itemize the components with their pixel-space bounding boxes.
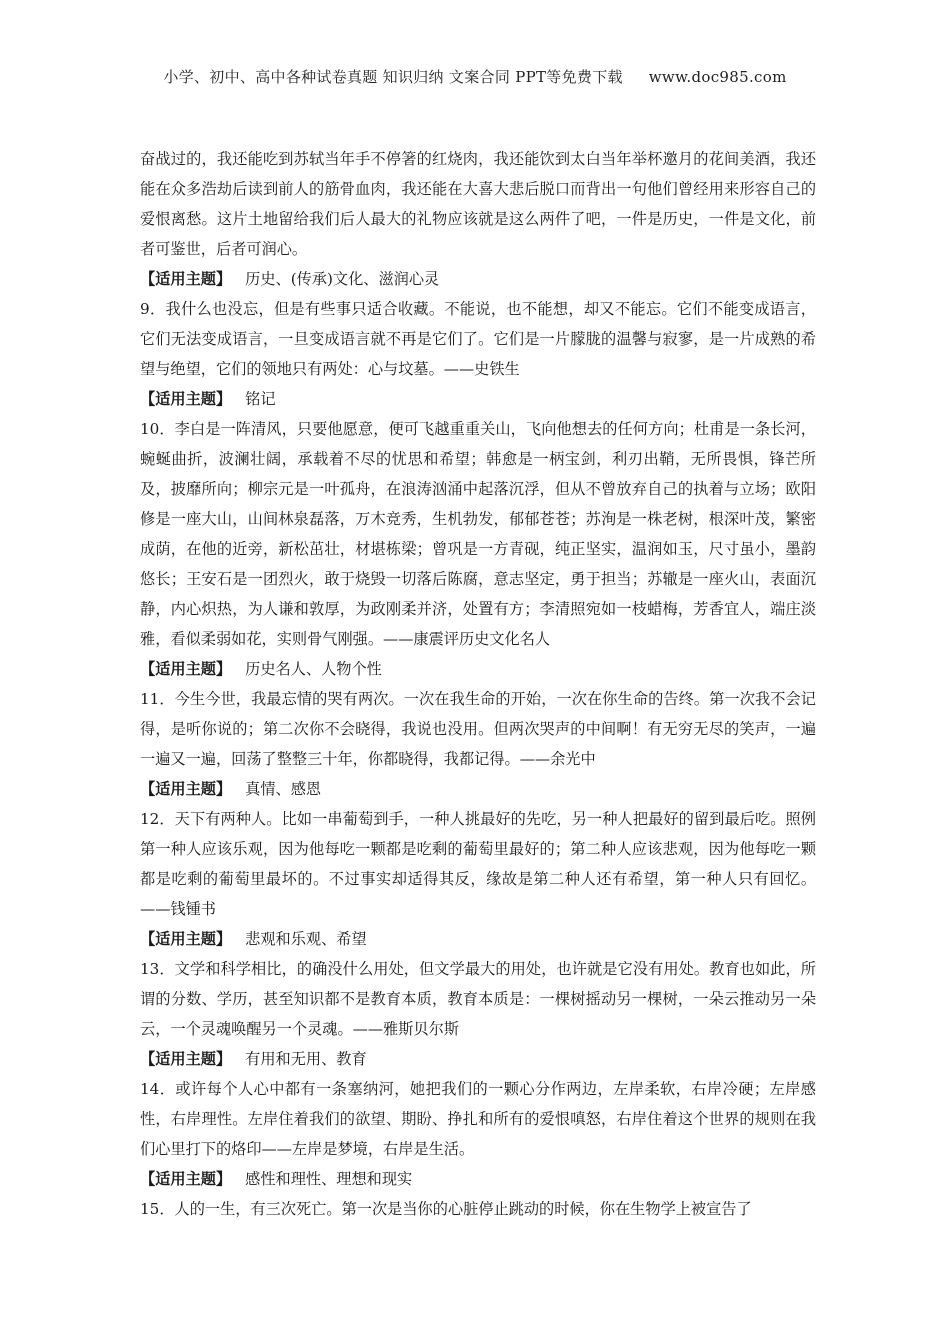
theme-label: 【适用主题】 [140,390,232,408]
paragraph-14: 14．或许每个人心中都有一条塞纳河，她把我们的一颗心分作两边，左岸柔软，右岸冷硬；左岸感性，右岸理性。左岸住着我们的欲望、期盼、挣扎和所有的爱恨嗔怒，右岸住着这个世界的规则在我们心里打下的烙印——左岸是梦境，右岸是生活。 [140,1080,816,1158]
theme-value: 感性和理性、理想和现实 [245,1170,413,1188]
theme-value: 历史名人、人物个性 [245,660,382,678]
theme-line-12 [140,924,816,954]
theme-label: 【适用主题】 [140,930,232,948]
paragraph-15: 15．人的一生，有三次死亡。第一次是当你的心脏停止跳动的时候，你在生物学上被宣告了 [140,1200,752,1218]
paragraph-8-continued: 奋战过的，我还能吃到苏轼当年手不停箸的红烧肉，我还能饮到太白当年举杯邀月的花间美酒，我还能在众多浩劫后读到前人的筋骨血肉，我还能在大喜大悲后脱口而背出一句他们曾经用来形容自己的爱恨离愁。这片土地留给我们后人最大的礼物应该就是这么两件了吧，一件是历史，一件是文化，前者可鉴世，后者可润心。 [140,150,816,258]
theme-line-13 [140,1044,816,1074]
header-url[interactable]: www.doc985.com [648,68,787,86]
theme-line-8 [140,264,816,294]
theme-label: 【适用主题】 [140,270,232,288]
theme-value: 历史、(传承)文化、滋润心灵 [245,270,440,288]
paragraph-12: 12．天下有两种人。比如一串葡萄到手，一种人挑最好的先吃，另一种人把最好的留到最后吃。照例第一种人应该乐观，因为他每吃一颗都是吃剩的葡萄里最好的；第二种人应该悲观，因为他每吃一颗都是吃剩的葡萄里最坏的。不过事实却适得其反，缘故是第二种人还有希望，第一种人只有回忆。——钱锺书 [140,810,816,918]
theme-label: 【适用主题】 [140,1050,232,1068]
paragraph-13: 13．文学和科学相比，的确没什么用处，但文学最大的用处，也许就是它没有用处。教育也如此，所谓的分数、学历，甚至知识都不是教育本质，教育本质是：一棵树摇动另一棵树，一朵云推动另一朵云，一个灵魂唤醒另一个灵魂。——雅斯贝尔斯 [140,960,816,1038]
document-body [140,144,816,1224]
page-header [0,66,950,87]
theme-line-14 [140,1164,816,1194]
theme-line-11 [140,774,816,804]
paragraph-10: 10．李白是一阵清风，只要他愿意，便可飞越重重关山，飞向他想去的任何方向；杜甫是一条长河，蜿蜒曲折，波澜壮阔，承载着不尽的忧思和希望；韩愈是一柄宝剑，利刃出鞘，无所畏惧，锋芒所及，披靡所向；柳宗元是一叶孤舟，在浪涛汹涌中起落沉浮，但从不曾放弃自己的执着与立场；欧阳修是一座大山，山间林泉磊落，万木竞秀，生机勃发，郁郁苍苍；苏洵是一株老树，根深叶茂，繁密成荫，在他的近旁，新松茁壮，材堪栋梁；曾巩是一方青砚，纯正坚实，温润如玉，尺寸虽小，墨韵悠长；王安石是一团烈火，敢于烧毁一切落后陈腐，意志坚定，勇于担当；苏辙是一座火山，表面沉静，内心炽热，为人谦和敦厚，为政刚柔并济，处置有方；李清照宛如一枝蜡梅，芳香宜人，端庄淡雅，看似柔弱如花，实则骨气刚强。——康震评历史文化名人 [140,420,816,648]
header-text: 小学、初中、高中各种试卷真题 知识归纳 文案合同 PPT等免费下载 [163,68,623,86]
theme-value: 有用和无用、教育 [245,1050,367,1068]
theme-line-9 [140,384,816,414]
theme-value: 真情、感恩 [245,780,322,798]
theme-value: 悲观和乐观、希望 [245,930,367,948]
paragraph-9: 9．我什么也没忘，但是有些事只适合收藏。不能说，也不能想，却又不能忘。它们不能变成语言，它们无法变成语言，一旦变成语言就不再是它们了。它们是一片朦胧的温馨与寂寥，是一片成熟的希望与绝望，它们的领地只有两处：心与坟墓。——史铁生 [140,300,816,378]
theme-label: 【适用主题】 [140,660,232,678]
theme-value: 铭记 [245,390,276,408]
theme-line-10 [140,654,816,684]
theme-label: 【适用主题】 [140,1170,232,1188]
theme-label: 【适用主题】 [140,780,232,798]
paragraph-11: 11．今生今世，我最忘情的哭有两次。一次在我生命的开始，一次在你生命的告终。第一次我不会记得，是听你说的；第二次你不会晓得，我说也没用。但两次哭声的中间啊！有无穷无尽的笑声，一遍一遍又一遍，回荡了整整三十年，你都晓得，我都记得。——余光中 [140,690,816,768]
